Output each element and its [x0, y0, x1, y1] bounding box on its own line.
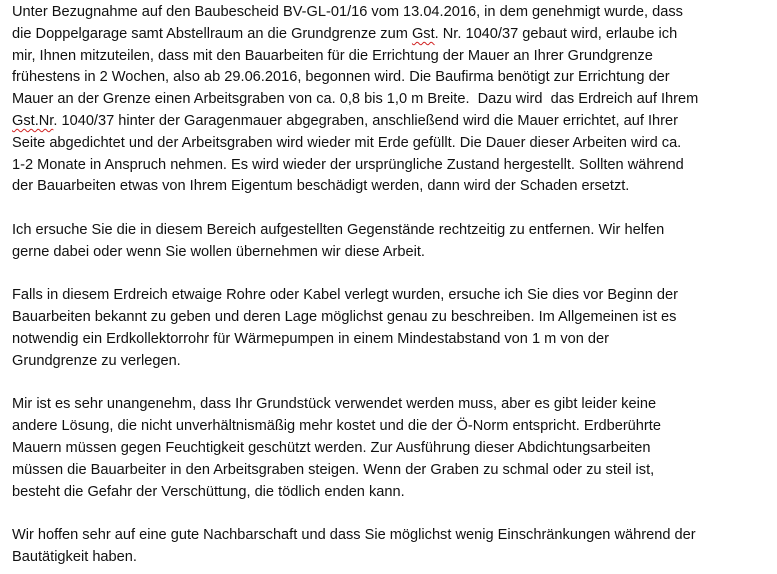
text-line: mir, Ihnen mitzuteilen, dass mit den Bauarbeiten für die Errichtung der Mauer an Ihrer Grundgrenze — [12, 47, 653, 64]
paragraph-rohre-kabel — [12, 285, 774, 372]
paragraph-nachbarschaft — [12, 525, 774, 569]
text-line: gerne dabei oder wenn Sie wollen übernehmen wir diese Arbeit. — [12, 243, 425, 260]
document-body — [12, 2, 774, 569]
text-line: Ich ersuche Sie die in diesem Bereich aufgestellten Gegenstände rechtzeitig zu entfernen. Wir helfen — [12, 221, 665, 238]
text-line: müssen die Bauarbeiter in den Arbeitsgraben steigen. Wenn der Graben zu schmal oder zu steil ist, — [12, 461, 655, 478]
spellcheck-flagged-word[interactable]: Gst.Nr — [12, 112, 54, 129]
text-segment: . Nr. 1040/37 gebaut wird, erlaube ich — [434, 25, 678, 42]
paragraph-baubescheid — [12, 2, 774, 198]
text-line: Mauern müssen gegen Feuchtigkeit geschützt werden. Zur Ausführung dieser Abdichtungsarbeiten — [12, 439, 651, 456]
text-line: Bauarbeiten bekannt zu geben und deren Lage möglichst genau zu beschreiben. Im Allgemeinen ist es — [12, 309, 677, 326]
text-line: der Bauarbeiten etwas von Ihrem Eigentum beschädigt werden, dann wird der Schaden ersetzt. — [12, 178, 630, 195]
text-line: besteht die Gefahr der Verschüttung, die tödlich enden kann. — [12, 483, 405, 500]
text-line: Grundgrenze zu verlegen. — [12, 352, 181, 369]
paragraph-grundstueck — [12, 394, 774, 503]
text-line: Unter Bezugnahme auf den Baubescheid BV-GL-01/16 vom 13.04.2016, in dem genehmigt wurde, dass — [12, 4, 683, 20]
text-line: andere Lösung, die nicht unverhältnismäßig mehr kostet und die der Ö-Norm entspricht. Erdberührte — [12, 418, 661, 435]
text-line: notwendig ein Erdkollektorrohr für Wärmepumpen in einem Mindestabstand von 1 m von der — [12, 330, 610, 347]
text-segment: die Doppelgarage samt Abstellraum an die Grundgrenze zum — [12, 25, 412, 42]
text-line: Mauer an der Grenze einen Arbeitsgraben von ca. 0,8 bis 1,0 m Breite. Dazu wird das Erdreich auf Ihrem — [12, 91, 699, 108]
text-line — [12, 24, 774, 46]
text-segment: . 1040/37 hinter der Garagenmauer abgegraben, anschließend wird die Mauer errichtet, auf Ihrer — [53, 112, 679, 129]
spellcheck-flagged-word[interactable]: Gst — [411, 25, 435, 42]
text-line: frühestens in 2 Wochen, also ab 29.06.2016, begonnen wird. Die Baufirma benötigt zur Errichtung der — [12, 69, 670, 86]
paragraph-gegenstaende — [12, 220, 774, 264]
text-line: Seite abgedichtet und der Arbeitsgraben wird wieder mit Erde gefüllt. Die Dauer dieser Arbeiten wird ca. — [12, 134, 682, 151]
text-line — [12, 111, 774, 133]
text-line: 1-2 Monate in Anspruch nehmen. Es wird wieder der ursprüngliche Zustand hergestellt. Sollten während — [12, 156, 684, 173]
text-line: Wir hoffen sehr auf eine gute Nachbarschaft und dass Sie möglichst wenig Einschränkungen während der — [12, 527, 696, 544]
text-line: Falls in diesem Erdreich etwaige Rohre oder Kabel verlegt wurden, ersuche ich Sie dies vor Beginn der — [12, 287, 678, 304]
text-line: Mir ist es sehr unangenehm, dass Ihr Grundstück verwendet werden muss, aber es gibt leider keine — [12, 396, 657, 413]
text-line: Bautätigkeit haben. — [12, 548, 137, 565]
